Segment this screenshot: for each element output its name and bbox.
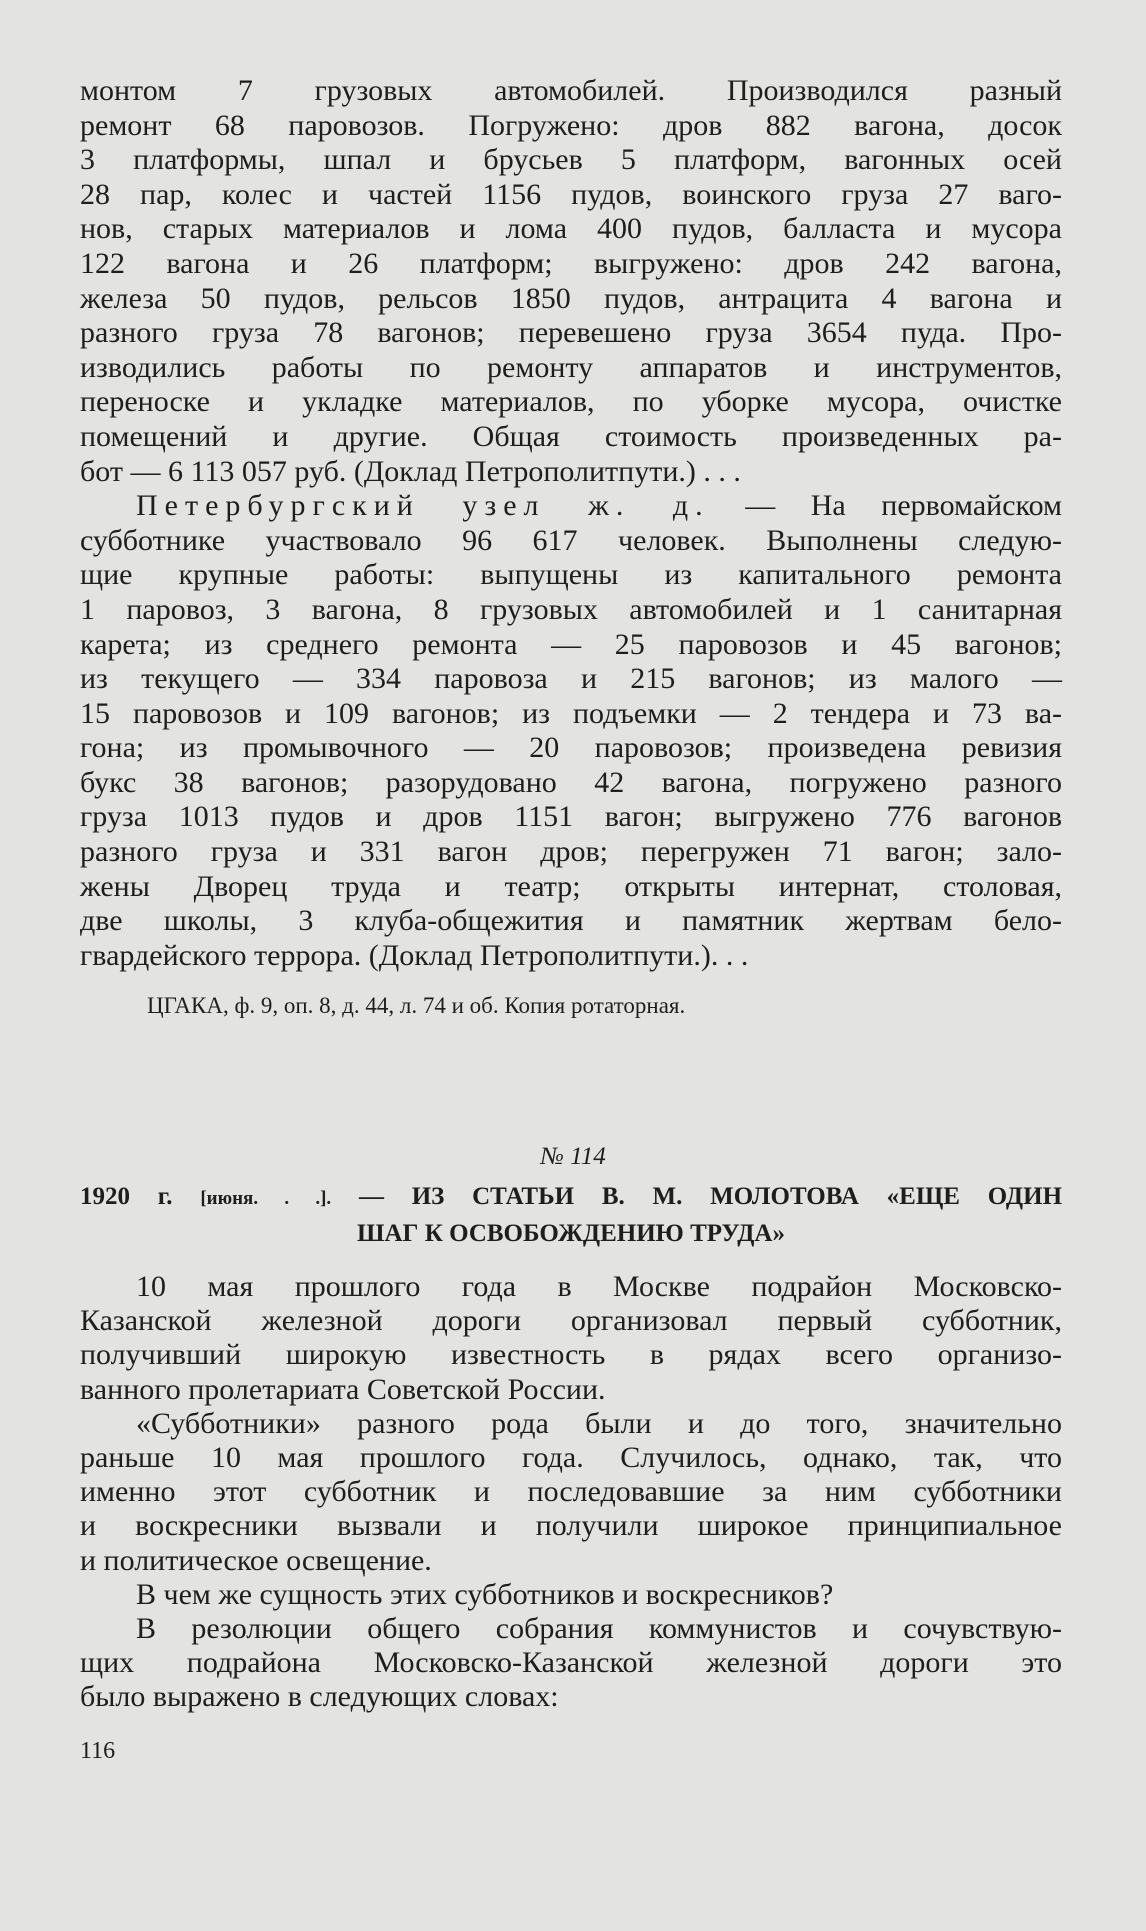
paragraph-line: переноске и укладке материалов, по уборке мусора, очистке xyxy=(80,385,1062,419)
paragraph-line: 3 платформы, шпал и брусьев 5 платформ, вагонных осей xyxy=(80,143,1062,177)
paragraph-line: ванного пролетариата Советской России. xyxy=(80,1372,606,1406)
paragraph-line: монтом 7 грузовых автомобилей. Производился разный xyxy=(80,74,1062,107)
paragraph-line: нов, старых материалов и лома 400 пудов, балласта и мусора xyxy=(80,212,1062,246)
article-paragraph xyxy=(80,1270,1062,1407)
document-heading xyxy=(80,1178,1062,1252)
paragraph-line: изводились работы по ремонту аппаратов и инструментов, xyxy=(80,350,1062,384)
paragraph-line: гона; из промывочного — 20 паровозов; произведена ревизия xyxy=(80,731,1062,765)
paragraph-line: щие крупные работы: выпущены из капитального ремонта xyxy=(80,558,1062,592)
paragraph-line: груза 1013 пудов и дров 1151 вагон; выгружено 776 вагонов xyxy=(80,800,1062,834)
paragraph-line: «Субботники» разного рода были и до того, значительно xyxy=(136,1406,1062,1440)
paragraph-line: было выражено в следующих словах: xyxy=(80,1680,559,1714)
paragraph-line: В чем же сущность этих субботников и воскресников? xyxy=(136,1577,834,1611)
paragraph-line: бот — 6 113 057 руб. (Доклад Петрополитпути.) . . . xyxy=(80,454,741,488)
paragraph-line xyxy=(80,489,1062,524)
paragraph-moscow-report xyxy=(80,74,1062,489)
paragraph-line: 15 паровозов и 109 вагонов; из подъемки — 2 тендера и 73 ва- xyxy=(80,696,1062,730)
paragraph-line: разного груза и 331 вагон дров; перегружен 71 вагон; зало- xyxy=(80,835,1062,869)
heading-date: 1920 г. xyxy=(80,1183,173,1210)
spaced-lead: Петербургский узел ж. д. xyxy=(136,489,710,523)
paragraph-line: 122 вагона и 26 платформ; выгружено: дров 242 вагона, xyxy=(80,246,1062,280)
archival-text-block xyxy=(80,74,1062,973)
paragraph-line: именно этот субботник и последовавшие за ним субботники xyxy=(80,1475,1062,1509)
heading-title-part: — ИЗ СТАТЬИ В. М. МОЛОТОВА «ЕЩЕ ОДИН xyxy=(358,1183,1063,1210)
paragraph-line: железа 50 пудов, рельсов 1850 пудов, антрацита 4 вагона и xyxy=(80,281,1062,315)
paragraph-line: разного груза 78 вагонов; перевешено груза 3654 пуда. Про- xyxy=(80,316,1062,350)
paragraph-line: помещений и другие. Общая стоимость произведенных ра- xyxy=(80,419,1062,453)
paragraph-line: В резолюции общего собрания коммунистов и сочувствую- xyxy=(136,1611,1062,1645)
paragraph-line: и политическое освещение. xyxy=(80,1543,432,1577)
paragraph-line: раньше 10 мая прошлого года. Случилось, однако, так, что xyxy=(80,1440,1062,1474)
heading-line-1 xyxy=(80,1178,1062,1215)
article-paragraph xyxy=(80,1578,1062,1612)
heading-line-2: ШАГ К ОСВОБОЖДЕНИЮ ТРУДА» xyxy=(357,1220,785,1247)
paragraph-line: и воскресники вызвали и получили широкое принципиальное xyxy=(80,1509,1062,1543)
paragraph-line: щих подрайона Московско-Казанской железной дороги это xyxy=(80,1646,1062,1680)
paragraph-line: ремонт 68 паровозов. Погружено: дров 882 вагона, досок xyxy=(80,108,1062,142)
heading-date-bracket: [июня. . .]. xyxy=(200,1188,332,1209)
paragraph-line: 10 мая прошлого года в Москве подрайон Московско- xyxy=(136,1270,1062,1303)
article-excerpt-block xyxy=(80,1270,1062,1714)
paragraph-line: получивший широкую известность в рядах всего организо- xyxy=(80,1338,1062,1372)
article-paragraph xyxy=(80,1407,1062,1578)
lead-rest: — На первомайском xyxy=(709,489,1062,523)
paragraph-line: субботнике участвовало 96 617 человек. Выполнены следую- xyxy=(80,523,1062,557)
paragraph-line: две школы, 3 клуба-общежития и памятник жертвам бело- xyxy=(80,904,1062,938)
page-number: 116 xyxy=(80,1738,116,1764)
paragraph-line: 1 паровоз, 3 вагона, 8 грузовых автомобилей и 1 санитарная xyxy=(80,592,1062,626)
document-number: № 114 xyxy=(540,1143,606,1170)
paragraph-line: из текущего — 334 паровоза и 215 вагонов; из малого — xyxy=(80,662,1062,696)
paragraph-line: 28 пар, колес и частей 1156 пудов, воинского груза 27 ваго- xyxy=(80,177,1062,211)
paragraph-line: букс 38 вагонов; разорудовано 42 вагона, погружено разного xyxy=(80,765,1062,799)
paragraph-petersburg-node xyxy=(80,489,1062,973)
article-paragraph xyxy=(80,1612,1062,1715)
source-note: ЦГАКА, ф. 9, оп. 8, д. 44, л. 74 и об. Копия ротаторная. xyxy=(147,993,686,1018)
paragraph-line: гвардейского террора. (Доклад Петрополитпути.). . . xyxy=(80,938,749,972)
paragraph-line: жены Дворец труда и театр; открыты интернат, столовая, xyxy=(80,869,1062,903)
paragraph-line: Казанской железной дороги организовал первый субботник, xyxy=(80,1304,1062,1338)
paragraph-line: карета; из среднего ремонта — 25 паровозов и 45 вагонов; xyxy=(80,627,1062,661)
